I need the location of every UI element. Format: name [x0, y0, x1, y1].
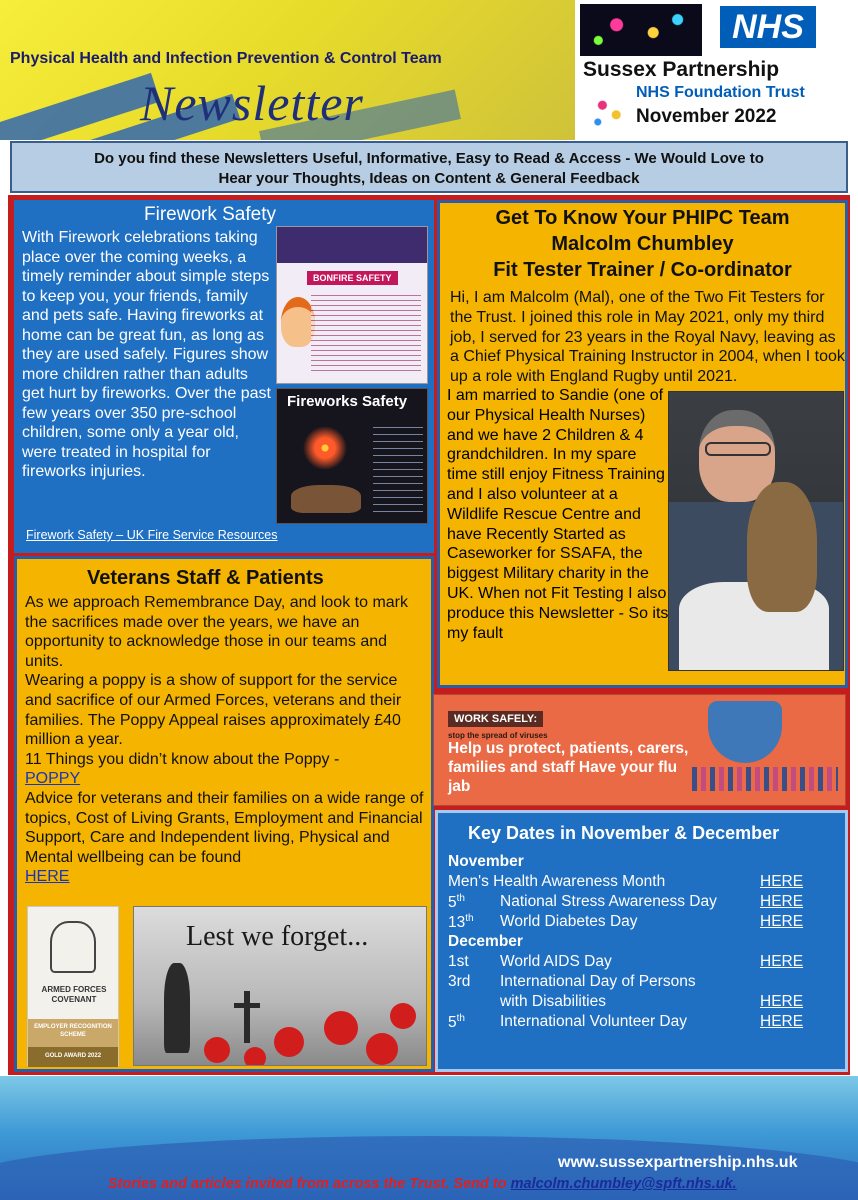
contact-email-link[interactable]: malcolm.chumbley@spft.nhs.uk.	[510, 1176, 737, 1192]
firework-burst-icon	[295, 423, 355, 473]
profile-details: I am married to Sandie (one of our Physical Health Nurses) and we have 2 Children & 4 grandchildren. In my spare time still enjoy Fitness Training and I also volunteer at a Wildlife Rescue Centre and have Recently Started as Caseworker for SSAFA, the biggest Military charity in the UK. When not Fit Testing I also produce this Newsletter - So its my fault	[447, 387, 669, 642]
poppy-link[interactable]: POPPY	[25, 770, 81, 788]
cartoon-boy-icon	[281, 297, 315, 347]
firework-safety-panel	[14, 200, 434, 553]
newsletter-header	[0, 0, 858, 140]
profile-role: Fit Tester Trainer / Co-ordinator	[493, 259, 792, 281]
fireworks-image	[580, 4, 702, 56]
november-heading: November	[448, 853, 524, 870]
flu-message: Help us protect, patients, carers, families and staff Have your flu jab	[448, 740, 689, 795]
work-safely-tag: WORK SAFELY:	[448, 711, 543, 727]
fireworks-poster-title: Fireworks Safety	[287, 393, 408, 410]
team-heading: Get To Know Your PHIPC Team	[495, 207, 790, 229]
firework-safety-title: Firework Safety	[144, 204, 276, 225]
date-event: National Stress Awareness Day	[500, 893, 717, 910]
date-here-link[interactable]: HERE	[760, 953, 804, 970]
date-event: World Diabetes Day	[500, 913, 638, 930]
feedback-line-1: Do you find these Newsletters Useful, Informative, Easy to Read & Access - We Would Love to	[94, 150, 764, 167]
december-heading: December	[448, 933, 523, 950]
fireworks-safety-poster	[276, 388, 428, 524]
veterans-para-1: As we approach Remembrance Day, and look to mark the sacrifices made over the years, we have an opportunity to acknowledge those in our teams and units.	[25, 594, 408, 670]
flu-subtitle: stop the spread of viruses	[448, 731, 548, 740]
profile-name: Malcolm Chumbley	[551, 233, 734, 255]
feedback-banner	[10, 141, 848, 193]
trust-subtitle: NHS Foundation Trust	[636, 84, 805, 101]
veterans-text	[25, 593, 425, 887]
veterans-para-3: 11 Things you didn’t know about the Poppy - POPPY	[25, 750, 340, 788]
website-url[interactable]: www.sussexpartnership.nhs.uk	[558, 1154, 798, 1171]
lest-we-forget-text: Lest we forget...	[186, 921, 369, 952]
date-event: International Volunteer Day	[500, 1013, 687, 1030]
veterans-para-4: Advice for veterans and their families on a wide range of topics, Cost of Living Grants, Employment and Financial Support, Care and Independent living, Physical and Mental wellbeing can be found HERE	[25, 789, 424, 886]
date-event: International Day of Persons	[500, 973, 696, 990]
soldier-silhouette-icon	[164, 963, 190, 1053]
firework-safety-text: With Firework celebrations taking place over the coming weeks, a timely reminder about simple steps to keep you, your friends, family and pets safe. Having fireworks at home can be great fun, as long as they are used safely. Figures show more children rather than adults get hurt by fireworks. Over the past few years over 350 pre-school children, some only a year old, were treated in hospital for fireworks injuries.	[22, 229, 271, 480]
crest-icon	[50, 921, 96, 973]
key-dates-panel: Key Dates in November & December November Men's Health Awareness Month HERE 5th National Stress Awareness Day HERE 13th World Diabetes Day HERE December 1st World AIDS Day HERE 3rd International Day of Persons with Disabilities HERE 5th International Volunteer Day HERE	[435, 810, 848, 1072]
people-icon	[692, 767, 838, 791]
team-title: Physical Health and Infection Prevention & Control Team	[10, 50, 442, 67]
lest-we-forget-image	[133, 906, 427, 1066]
veterans-here-link[interactable]: HERE	[25, 868, 70, 886]
veterans-panel	[14, 556, 434, 1072]
date-here-link[interactable]: HERE	[760, 893, 804, 910]
hawk-icon	[747, 482, 817, 612]
arm-shield-icon	[708, 701, 782, 763]
armed-forces-covenant-logo: ARMED FORCES COVENANT EMPLOYER RECOGNITION SCHEME GOLD AWARD 2022	[27, 906, 119, 1066]
issue-month: November 2022	[636, 106, 777, 127]
date-event: World AIDS Day	[500, 953, 612, 970]
feedback-line-2: Hear your Thoughts, Ideas on Content & General Feedback	[218, 170, 640, 187]
fireworks-icon	[584, 86, 630, 134]
profile-photo	[668, 391, 844, 671]
date-event-continued: with Disabilities	[500, 993, 606, 1010]
bonfire-safety-poster	[276, 226, 428, 384]
date-event: Men's Health Awareness Month	[448, 873, 666, 890]
veterans-title: Veterans Staff & Patients	[87, 567, 324, 589]
cross-icon	[244, 991, 250, 1043]
firework-safety-link[interactable]: Firework Safety – UK Fire Service Resources	[26, 528, 278, 542]
key-dates-title: Key Dates in November & December	[468, 823, 780, 843]
submission-callout: Stories and articles invited from across the Trust. Send to malcolm.chumbley@spft.nhs.uk.	[108, 1176, 737, 1192]
date-here-link[interactable]: HERE	[760, 993, 804, 1010]
date-here-link[interactable]: HERE	[760, 873, 804, 890]
date-here-link[interactable]: HERE	[760, 913, 804, 930]
bonfire-poster-title: BONFIRE SAFETY	[307, 271, 398, 285]
glasses-icon	[705, 442, 771, 456]
newsletter-footer	[0, 1076, 858, 1200]
date-here-link[interactable]: HERE	[760, 1013, 804, 1030]
trust-name: Sussex Partnership	[583, 58, 780, 81]
dog-icon	[291, 485, 361, 513]
newsletter-wordmark: Newsletter	[140, 75, 364, 131]
nhs-logo: NHS	[720, 6, 816, 48]
profile-intro: Hi, I am Malcolm (Mal), one of the Two Fit Testers for the Trust. I joined this role in May 2021, only my third job, I served for 23 years in the Royal Navy, leaving as a Chief Physical Training Instructor in 2004, when I took up a role with England Rugby until 2021.	[450, 289, 845, 386]
flu-jab-panel	[433, 694, 846, 806]
veterans-para-2: Wearing a poppy is a show of support for the service and sacrifice of our Armed Forces, veterans and their families. The Poppy Appeal raises approximately £40 million a year.	[25, 672, 402, 749]
